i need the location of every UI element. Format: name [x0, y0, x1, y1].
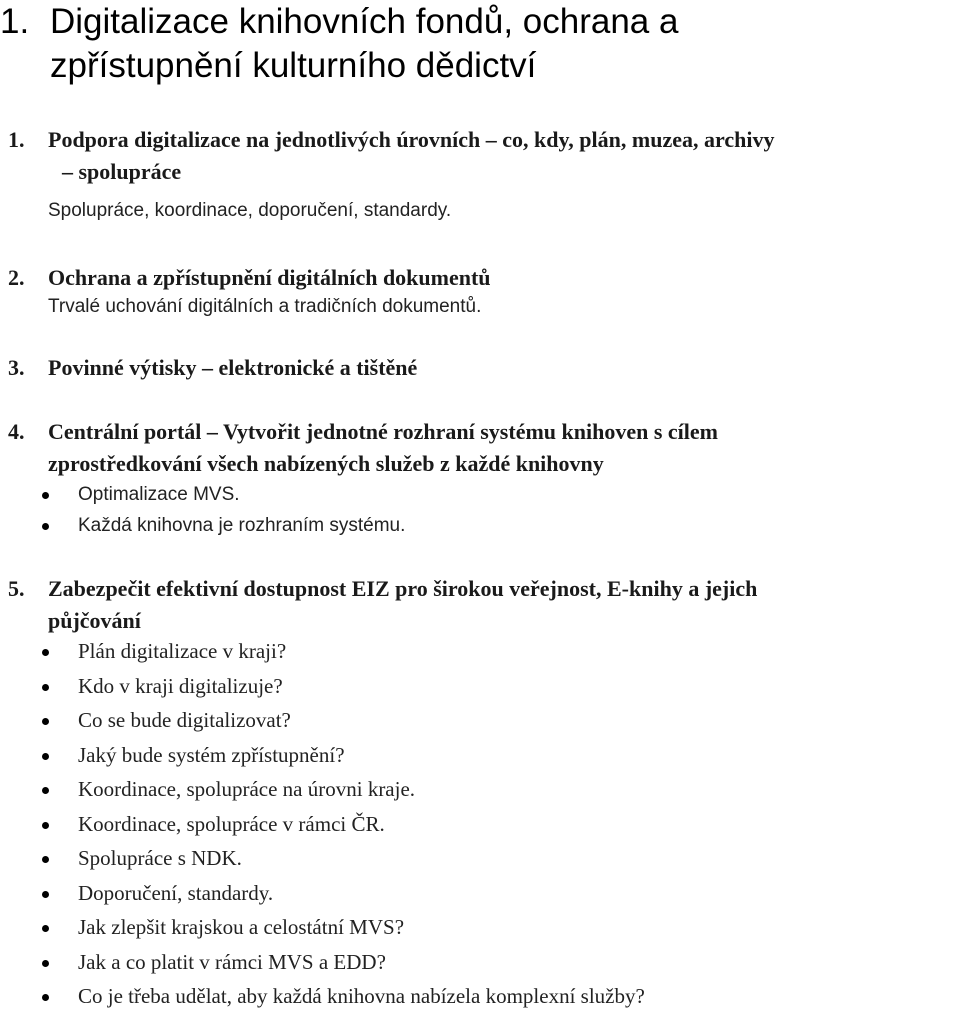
- bullet-icon: [42, 492, 49, 499]
- list-item: [36, 669, 645, 704]
- section-2-heading-text: Ochrana a zpřístupnění digitálních dokumentů: [48, 265, 491, 290]
- list-item: [36, 841, 645, 876]
- bullet-icon: [42, 891, 49, 898]
- bullet-icon: [42, 718, 49, 725]
- section-5-bullet-list: [36, 634, 645, 1014]
- bullet-icon: [42, 856, 49, 863]
- list-item-text: Optimalizace MVS.: [78, 484, 240, 505]
- list-item-text: Koordinace, spolupráce na úrovni kraje.: [78, 777, 416, 801]
- list-item: [36, 807, 645, 842]
- list-item-text: Co je třeba udělat, aby každá knihovna nabízela komplexní služby?: [78, 984, 645, 1008]
- section-2-heading: [8, 262, 958, 294]
- section-3-heading-text: Povinné výtisky – elektronické a tištěné: [48, 355, 418, 380]
- bullet-icon: [42, 753, 49, 760]
- section-1-heading: [8, 124, 958, 188]
- section-2-number: 2.: [8, 265, 25, 290]
- section-4-heading-line-1: Centrální portál – Vytvořit jednotné rozhraní systému knihoven s cílem: [48, 419, 718, 444]
- list-item-text: Plán digitalizace v kraji?: [78, 639, 287, 663]
- section-4-heading-line-2: zprostředkování všech nabízených služeb z každé knihovny: [48, 451, 604, 476]
- document-title: [0, 0, 900, 88]
- section-1-heading-line-2: – spolupráce: [62, 159, 182, 184]
- list-item: [36, 876, 645, 911]
- title-line-2: zpřístupnění kulturního dědictví: [50, 46, 537, 85]
- list-item: [36, 738, 645, 773]
- list-item-text: Jak zlepšit krajskou a celostátní MVS?: [78, 915, 405, 939]
- list-item: [36, 634, 645, 669]
- list-item: [36, 910, 645, 945]
- list-item-text: Jak a co platit v rámci MVS a EDD?: [78, 949, 386, 974]
- list-item: [36, 510, 405, 541]
- section-2-body: Trvalé uchování digitálních a tradičních dokumentů.: [48, 296, 482, 317]
- section-4-number: 4.: [8, 419, 25, 444]
- list-item: [36, 945, 645, 980]
- bullet-icon: [42, 523, 49, 530]
- list-item-text: Koordinace, spolupráce v rámci ČR.: [78, 811, 385, 836]
- list-item-text: Co se bude digitalizovat?: [78, 708, 291, 732]
- title-number: 1.: [0, 2, 30, 41]
- section-4-bullet-list: [36, 479, 405, 541]
- bullet-icon: [42, 684, 49, 691]
- section-5-number: 5.: [8, 576, 25, 601]
- list-item-text: Každá knihovna je rozhraním systému.: [78, 515, 406, 536]
- bullet-icon: [42, 649, 49, 656]
- section-3-number: 3.: [8, 355, 25, 380]
- list-item: [36, 979, 645, 1014]
- title-line-1: Digitalizace knihovních fondů, ochrana a: [50, 2, 679, 41]
- section-5-heading-line-1: Zabezpečit efektivní dostupnost EIZ pro širokou veřejnost, E-knihy a jejich: [48, 576, 758, 601]
- bullet-icon: [42, 787, 49, 794]
- bullet-icon: [42, 994, 49, 1001]
- list-item-text: Doporučení, standardy.: [78, 880, 274, 905]
- section-1-number: 1.: [8, 127, 25, 152]
- list-item-text: Jaký bude systém zpřístupnění?: [78, 742, 345, 767]
- list-item: [36, 772, 645, 807]
- section-5-heading: [8, 573, 958, 637]
- list-item-text: Spolupráce s NDK.: [78, 846, 242, 870]
- section-1-heading-line-1: Podpora digitalizace na jednotlivých úrovních – co, kdy, plán, muzea, archivy: [48, 127, 775, 152]
- section-1-body: Spolupráce, koordinace, doporučení, standardy.: [48, 200, 452, 221]
- list-item-text: Kdo v kraji digitalizuje?: [78, 673, 283, 698]
- bullet-icon: [42, 960, 49, 967]
- section-4-heading: [8, 416, 958, 480]
- bullet-icon: [42, 822, 49, 829]
- bullet-icon: [42, 925, 49, 932]
- section-3-heading: [8, 352, 958, 384]
- list-item: [36, 703, 645, 738]
- section-5-heading-line-2: půjčování: [48, 608, 141, 633]
- list-item: [36, 479, 405, 510]
